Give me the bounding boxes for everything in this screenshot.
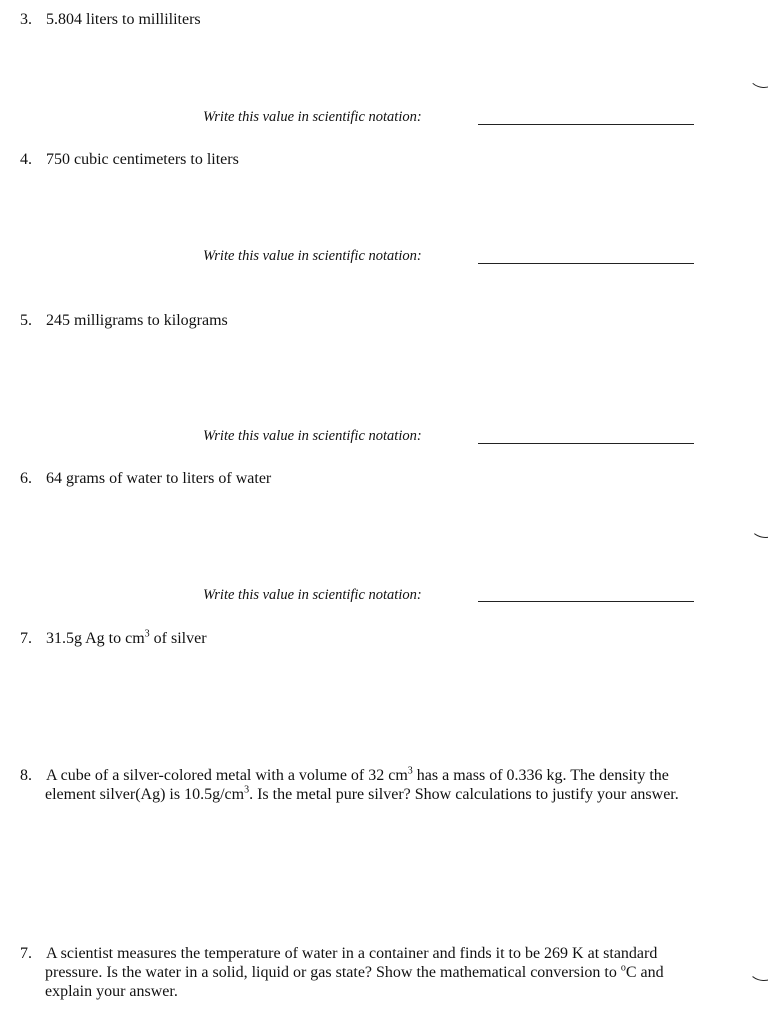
question-3 xyxy=(20,10,201,29)
answer-blank-4[interactable] xyxy=(478,263,694,264)
margin-mark xyxy=(748,955,768,981)
question-number: 8. xyxy=(20,767,32,784)
q9-line1: A scientist measures the temperature of water in a container and finds it to be 269 K at standard xyxy=(46,945,658,962)
q9-line2-text: pressure. Is the water in a solid, liquid or gas state? Show the mathematical conversion to xyxy=(45,964,621,981)
question-4 xyxy=(20,150,239,169)
margin-mark xyxy=(748,60,768,88)
question-number: 3. xyxy=(20,11,32,28)
q8-line1-text: has a mass of 0.336 kg. The density the xyxy=(412,767,669,784)
scientific-notation-prompt-5: Write this value in scientific notation: xyxy=(203,428,422,444)
scientific-notation-prompt-3: Write this value in scientific notation: xyxy=(203,109,422,125)
scientific-notation-prompt-4: Write this value in scientific notation: xyxy=(203,248,422,264)
question-text: 750 cubic centimeters to liters xyxy=(46,151,239,168)
question-6 xyxy=(20,469,271,488)
question-number: 7. xyxy=(20,945,32,962)
question-text-part: of silver xyxy=(149,630,207,647)
answer-blank-3[interactable] xyxy=(478,124,694,125)
superscript: 3 xyxy=(144,628,150,640)
q8-line1 xyxy=(46,767,669,784)
q8-line2-text: . Is the metal pure silver? Show calculations to justify your answer. xyxy=(249,786,679,803)
question-text: 5.804 liters to milliliters xyxy=(46,11,201,28)
question-number: 4. xyxy=(20,151,32,168)
question-7 xyxy=(20,629,207,648)
question-5 xyxy=(20,311,228,330)
q9-line2-text: C and xyxy=(625,964,664,981)
answer-blank-6[interactable] xyxy=(478,601,694,602)
answer-blank-5[interactable] xyxy=(478,443,694,444)
superscript: 3 xyxy=(407,765,413,777)
question-number: 6. xyxy=(20,470,32,487)
q8-line2 xyxy=(20,785,679,804)
question-temperature xyxy=(20,944,664,1001)
question-text xyxy=(46,630,207,647)
question-text: 245 milligrams to kilograms xyxy=(46,312,228,329)
question-text: 64 grams of water to liters of water xyxy=(46,470,272,487)
q8-line1-text: A cube of a silver-colored metal with a volume of 32 cm xyxy=(46,767,408,784)
question-8 xyxy=(20,766,679,804)
question-number: 5. xyxy=(20,312,32,329)
scientific-notation-prompt-6: Write this value in scientific notation: xyxy=(203,587,422,603)
margin-mark xyxy=(750,514,768,538)
q9-line2 xyxy=(20,963,664,982)
q9-line3: explain your answer. xyxy=(45,983,178,1000)
q8-line2-text: element silver(Ag) is 10.5g/cm xyxy=(45,786,245,803)
question-text-part: 31.5g Ag to cm xyxy=(46,630,145,647)
superscript: 3 xyxy=(244,784,250,796)
question-number: 7. xyxy=(20,630,32,647)
superscript: o xyxy=(620,962,626,974)
